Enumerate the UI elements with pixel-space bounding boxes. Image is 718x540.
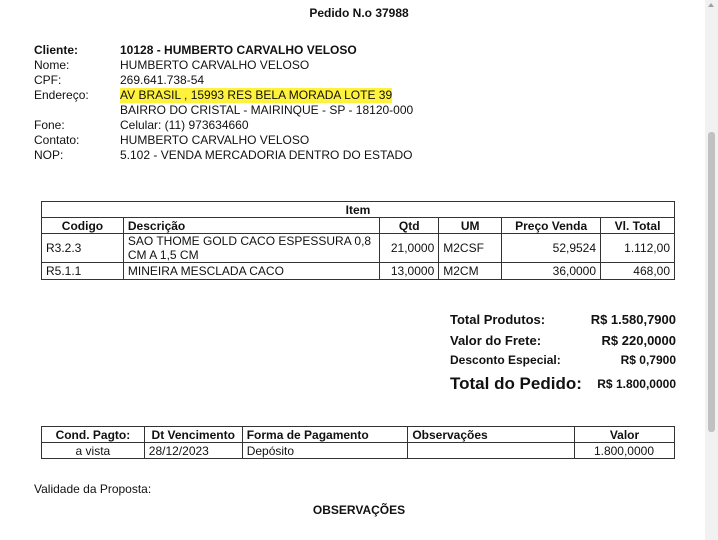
items-group-header: Item [42,202,675,218]
col-header-qtd: Qtd [380,218,439,234]
col-header-vl-total: Vl. Total [601,218,675,234]
cliente-label: Cliente: [34,43,79,57]
col-header-forma-pagamento: Forma de Pagamento [242,427,408,443]
cpf-label: CPF: [34,73,62,87]
desconto-row [450,353,676,369]
cliente-value: 10128 - HUMBERTO CARVALHO VELOSO [120,43,357,57]
contato-label: Contato: [34,133,80,147]
desconto-label: Desconto Especial: [450,353,561,367]
cell-um: M2CSF [439,234,502,263]
total-pedido-row [450,374,676,396]
col-header-codigo: Codigo [42,218,124,234]
col-header-descricao: Descrição [123,218,379,234]
fone-label: Fone: [34,118,65,132]
nop-label: NOP: [34,148,64,162]
endereco-line1: AV BRASIL , 15993 RES BELA MORADA LOTE 39 [120,88,393,102]
scrollbar-thumb[interactable] [708,132,715,432]
payment-header-row [42,427,675,443]
items-table [41,201,675,280]
cell-vl-total: 468,00 [601,263,675,280]
cell-forma-pagamento: Depósito [242,443,408,459]
cell-um: M2CM [439,263,502,280]
endereco-line2: BAIRRO DO CRISTAL - MAIRINQUE - SP - 18120-000 [120,103,414,117]
valor-frete-value: R$ 220,0000 [601,333,676,348]
cell-cond-pagto: a vista [42,443,145,459]
cpf-value: 269.641.738-54 [120,73,205,87]
total-produtos-value: R$ 1.580,7900 [590,312,676,327]
cell-valor: 1.800,0000 [575,443,675,459]
valor-frete-label: Valor do Frete: [450,333,542,348]
col-header-observacoes: Observações [408,427,575,443]
nome-label: Nome: [34,58,70,72]
cell-dt-vencimento: 28/12/2023 [144,443,242,459]
page-title: Pedido N.o 37988 [309,6,409,20]
total-produtos-row [450,312,676,329]
col-header-dt-vencimento: Dt Vencimento [144,427,242,443]
fone-value: Celular: (11) 973634660 [120,118,249,132]
contato-value: HUMBERTO CARVALHO VELOSO [120,133,310,147]
validade-label: Validade da Proposta: [34,482,152,496]
payment-table [41,426,675,459]
table-row [42,263,675,280]
col-header-valor: Valor [575,427,675,443]
vertical-scrollbar[interactable] [705,0,718,540]
cell-observacoes [408,443,575,459]
scroll-up-arrow-icon[interactable] [708,3,714,7]
items-group-header-row [42,202,675,218]
cell-qtd: 21,0000 [380,234,439,263]
col-header-um: UM [439,218,502,234]
cell-preco-venda: 36,0000 [502,263,601,280]
observacoes-title: OBSERVAÇÕES [312,503,406,517]
table-row [42,443,675,459]
total-pedido-label: Total do Pedido: [450,374,582,393]
col-header-cond-pagto: Cond. Pagto: [42,427,145,443]
cell-descricao: MINEIRA MESCLADA CACO [123,263,379,280]
cell-vl-total: 1.112,00 [601,234,675,263]
col-header-preco-venda: Preço Venda [502,218,601,234]
cell-codigo: R3.2.3 [42,234,124,263]
total-produtos-label: Total Produtos: [450,312,546,327]
items-header-row [42,218,675,234]
cell-qtd: 13,0000 [380,263,439,280]
endereco-label: Endereço: [34,88,89,102]
cell-descricao: SAO THOME GOLD CACO ESPESSURA 0,8 CM A 1,5 CM [123,234,379,263]
cell-codigo: R5.1.1 [42,263,124,280]
nop-value: 5.102 - VENDA MERCADORIA DENTRO DO ESTADO [120,148,413,162]
desconto-value: R$ 0,7900 [620,353,676,367]
valor-frete-row [450,333,676,350]
table-row [42,234,675,263]
cell-preco-venda: 52,9524 [502,234,601,263]
total-pedido-value: R$ 1.800,0000 [597,377,676,391]
nome-value: HUMBERTO CARVALHO VELOSO [120,58,310,72]
